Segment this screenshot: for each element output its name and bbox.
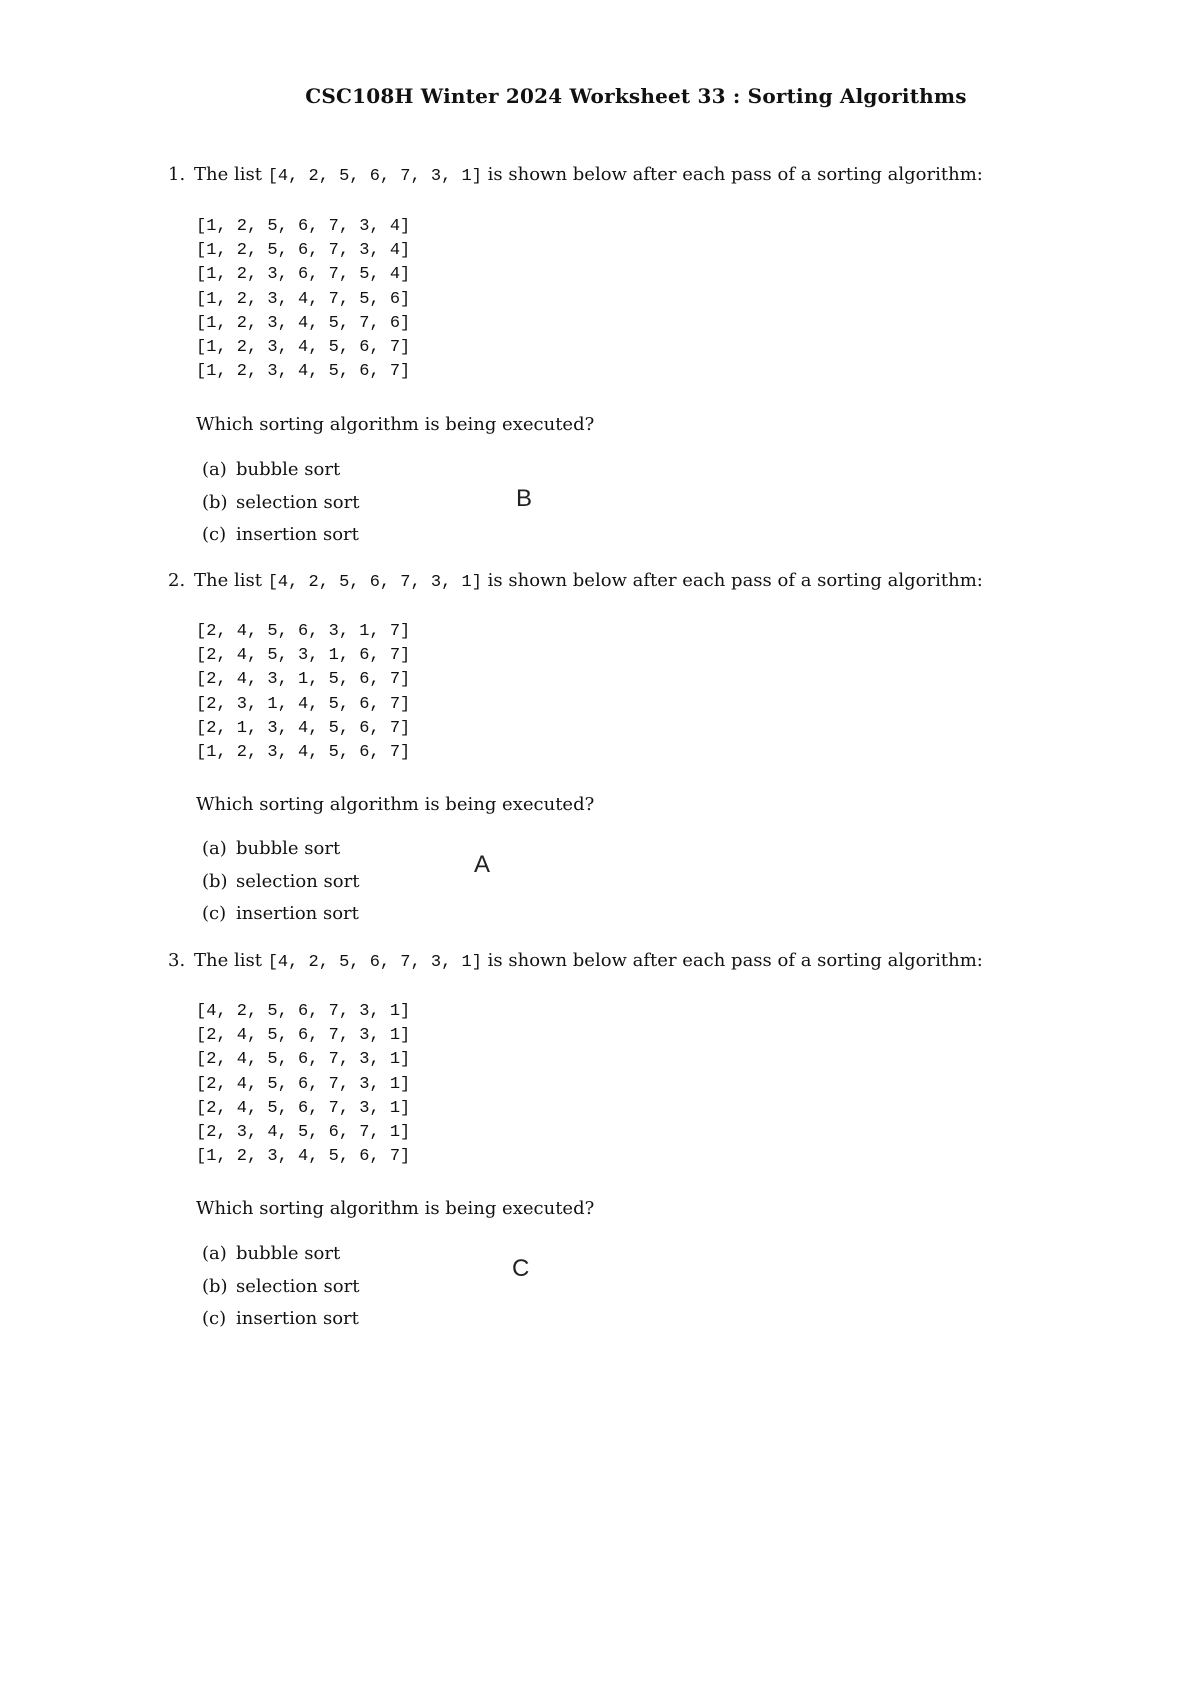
page-title: CSC108H Winter 2024 Worksheet 33 : Sorting Algorithms — [305, 84, 967, 108]
handwritten-answer: B — [516, 485, 533, 512]
question-intro: The list — [194, 950, 268, 971]
question-header — [168, 949, 1048, 973]
original-list: [4, 2, 5, 6, 7, 3, 1] — [267, 167, 482, 186]
question-prompt: Which sorting algorithm is being executed? — [196, 414, 595, 435]
pass-row: [2, 4, 5, 6, 7, 3, 1] — [196, 1098, 411, 1118]
option-label: selection sort — [236, 870, 360, 892]
option-label: bubble sort — [236, 1243, 341, 1264]
option-list — [202, 837, 359, 935]
option-marker: (c) — [202, 524, 227, 545]
pass-row: [1, 2, 3, 4, 7, 5, 6] — [196, 289, 411, 309]
pass-row: [4, 2, 5, 6, 7, 3, 1] — [196, 1002, 411, 1021]
original-list: [4, 2, 5, 6, 7, 3, 1] — [267, 573, 482, 592]
handwritten-answer: A — [474, 851, 491, 878]
option-marker: (a) — [202, 1243, 227, 1264]
option-label: selection sort — [236, 1275, 360, 1297]
pass-row: [2, 4, 5, 3, 1, 6, 7] — [196, 646, 411, 666]
pass-row: [2, 4, 5, 6, 7, 3, 1] — [196, 1074, 411, 1094]
question-text — [194, 949, 983, 975]
option-b — [202, 1275, 359, 1308]
option-marker: (a) — [202, 838, 227, 859]
option-list — [202, 1242, 359, 1340]
option-label: insertion sort — [236, 903, 359, 924]
pass-row: [2, 3, 4, 5, 6, 7, 1] — [196, 1122, 411, 1142]
question-number: 3. — [168, 950, 186, 971]
pass-row: [1, 2, 3, 4, 5, 6, 7] — [196, 362, 411, 382]
question-2 — [168, 569, 1048, 924]
question-prompt: Which sorting algorithm is being executed? — [196, 1198, 595, 1219]
question-intro-end: is shown below after each pass of a sorting algorithm: — [481, 570, 983, 591]
question-header — [168, 163, 1048, 187]
original-list: [4, 2, 5, 6, 7, 3, 1] — [267, 953, 482, 972]
option-b — [202, 870, 359, 903]
option-label: insertion sort — [236, 524, 359, 545]
pass-row: [2, 4, 3, 1, 5, 6, 7] — [196, 670, 411, 690]
question-3 — [168, 949, 1048, 1329]
pass-list — [196, 620, 410, 765]
option-label: selection sort — [236, 491, 360, 513]
question-header — [168, 569, 1048, 593]
pass-row: [1, 2, 3, 6, 7, 5, 4] — [196, 265, 411, 285]
option-a — [202, 1242, 359, 1275]
question-intro-end: is shown below after each pass of a sorting algorithm: — [481, 164, 983, 185]
option-b — [202, 491, 359, 524]
pass-row: [1, 2, 3, 4, 5, 7, 6] — [196, 313, 411, 333]
option-label: bubble sort — [236, 838, 341, 859]
pass-row: [2, 4, 5, 6, 7, 3, 1] — [196, 1050, 411, 1070]
pass-row: [1, 2, 3, 4, 5, 6, 7] — [196, 1147, 411, 1167]
option-c — [202, 523, 359, 556]
option-a — [202, 458, 359, 491]
option-marker: (c) — [202, 1308, 227, 1329]
pass-row: [1, 2, 3, 4, 5, 6, 7] — [196, 337, 411, 357]
pass-row: [2, 1, 3, 4, 5, 6, 7] — [196, 718, 411, 738]
question-intro-end: is shown below after each pass of a sorting algorithm: — [481, 950, 983, 971]
option-label: bubble sort — [236, 459, 341, 480]
pass-row: [1, 2, 5, 6, 7, 3, 4] — [196, 241, 411, 261]
question-prompt: Which sorting algorithm is being executed? — [196, 794, 595, 815]
option-c — [202, 1307, 359, 1340]
option-marker: (b) — [202, 1275, 228, 1297]
pass-list — [196, 215, 410, 384]
pass-list — [196, 1000, 410, 1169]
pass-row: [2, 4, 5, 6, 3, 1, 7] — [196, 622, 411, 641]
option-label: insertion sort — [236, 1308, 359, 1329]
question-number: 1. — [168, 164, 186, 185]
option-marker: (c) — [202, 903, 227, 924]
question-intro: The list — [194, 164, 268, 185]
question-1 — [168, 163, 1048, 545]
option-a — [202, 837, 359, 870]
option-list — [202, 458, 359, 556]
question-text — [194, 163, 983, 189]
question-intro: The list — [194, 570, 268, 591]
pass-row: [1, 2, 5, 6, 7, 3, 4] — [196, 217, 411, 236]
question-text — [194, 569, 983, 595]
option-marker: (b) — [202, 870, 228, 892]
option-marker: (b) — [202, 491, 228, 513]
option-c — [202, 902, 359, 935]
pass-row: [1, 2, 3, 4, 5, 6, 7] — [196, 742, 411, 762]
pass-row: [2, 4, 5, 6, 7, 3, 1] — [196, 1026, 411, 1046]
pass-row: [2, 3, 1, 4, 5, 6, 7] — [196, 694, 411, 714]
option-marker: (a) — [202, 459, 227, 480]
question-number: 2. — [168, 570, 186, 591]
handwritten-answer: C — [512, 1255, 530, 1282]
